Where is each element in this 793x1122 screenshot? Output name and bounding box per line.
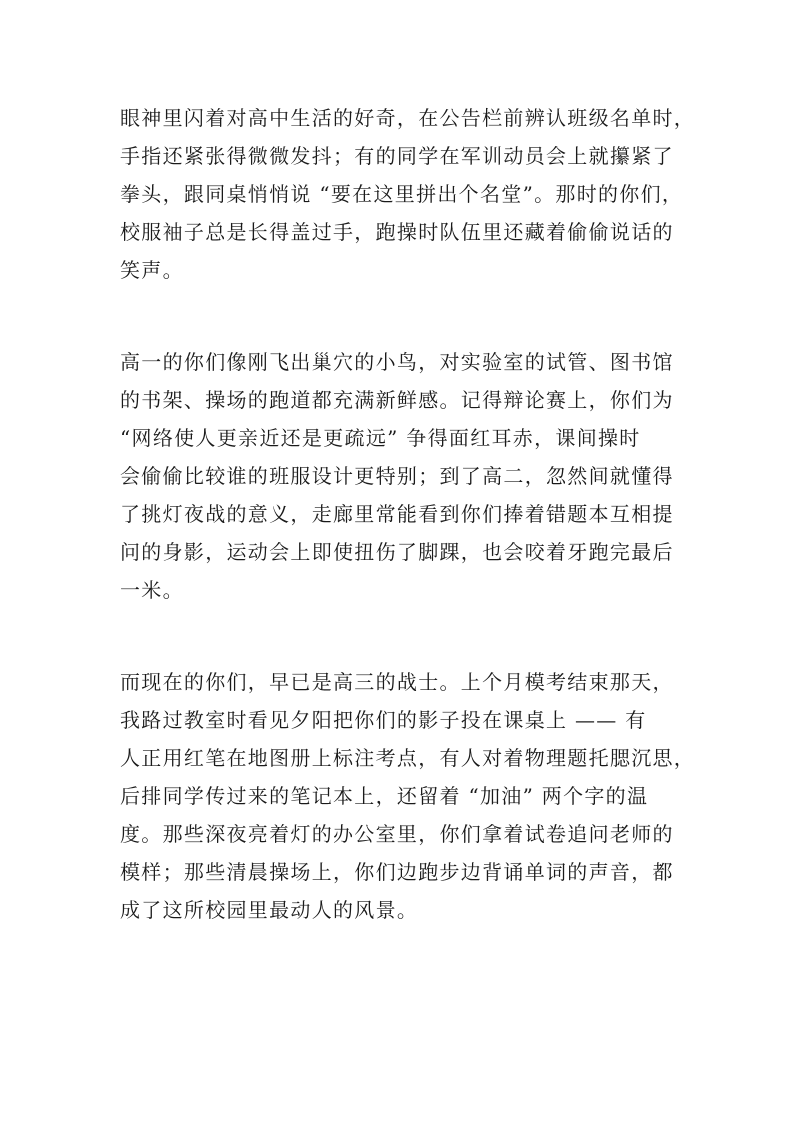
text-line: 校服袖子总是长得盖过手，跑操时队伍里还藏着偷偷说话的 [120, 220, 674, 244]
text-line: 而现在的你们，早已是高三的战士。上个月模考结束那天， [120, 670, 674, 694]
text-line: 后排同学传过来的笔记本上，还留着 “加油” 两个字的温 [120, 784, 649, 808]
text-line: 问的身影，运动会上即使扭伤了脚踝，也会咬着牙跑完最后 [120, 540, 674, 564]
text-line: 手指还紧张得微微发抖；有的同学在军训动员会上就攥紧了 [120, 144, 674, 168]
text-line: 高一的你们像刚飞出巢穴的小鸟，对实验室的试管、图书馆 [120, 350, 674, 374]
text-line: 人正用红笔在地图册上标注考点，有人对着物理题托腮沉思， [120, 746, 696, 770]
text-line: 了挑灯夜战的意义，走廊里常能看到你们捧着错题本互相提 [120, 502, 674, 526]
text-line: 会偷偷比较谁的班服设计更特别；到了高二，忽然间就懂得 [120, 464, 674, 488]
text-line: 拳头，跟同桌悄悄说 “要在这里拼出个名堂”。那时的你们， [120, 182, 684, 206]
text-line: 我路过教室时看见夕阳把你们的影子投在课桌上 —— 有 [120, 708, 647, 732]
text-line: 笑声。 [120, 258, 184, 282]
text-line: 的书架、操场的跑道都充满新鲜感。记得辩论赛上，你们为 [120, 388, 674, 412]
text-line: 一米。 [120, 578, 184, 602]
text-line: 度。那些深夜亮着灯的办公室里，你们拿着试卷追问老师的 [120, 822, 674, 846]
text-line: 眼神里闪着对高中生活的好奇，在公告栏前辨认班级名单时， [120, 106, 696, 130]
text-line: 模样；那些清晨操场上，你们边跑步边背诵单词的声音，都 [120, 860, 674, 884]
text-line: 成了这所校园里最动人的风景。 [120, 898, 419, 922]
text-line: “网络使人更亲近还是更疏远” 争得面红耳赤，课间操时 [120, 426, 641, 450]
